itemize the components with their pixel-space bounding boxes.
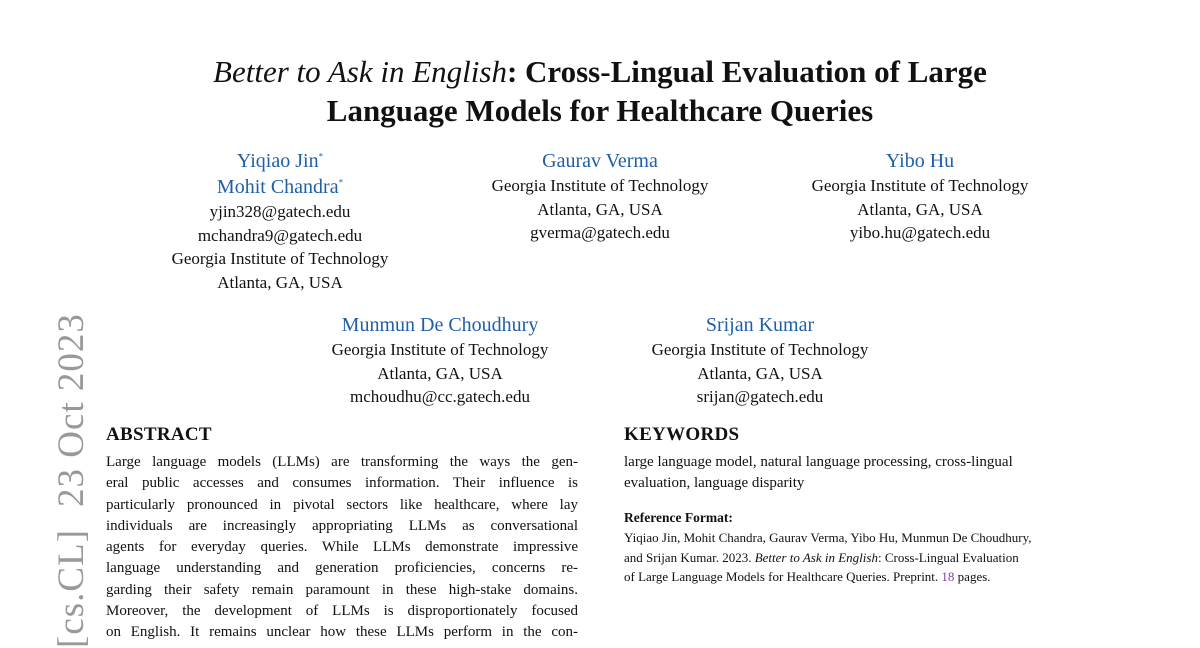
author-block-3 [775, 148, 1065, 245]
reference-line: Yiqiao Jin, Mohit Chandra, Gaurav Verma, Yibo Hu, Munmun De Choudhury, [624, 530, 1032, 545]
arxiv-date: 23 Oct 2023 [51, 313, 92, 507]
author-affiliation: Georgia Institute of Technology [331, 340, 549, 359]
author-affiliation: Georgia Institute of Technology [171, 249, 389, 268]
abstract-line: eral public accesses and consumes information. Their influence is [106, 475, 578, 492]
title-italic-part: Better to Ask in English [213, 54, 507, 89]
author-email: mchoudhu@cc.gatech.edu [350, 387, 530, 406]
keywords-heading: KEYWORDS [624, 424, 740, 445]
author-email: gverma@gatech.edu [530, 223, 670, 242]
abstract-line: agents for everyday queries. While LLMs demonstrate impressive [106, 539, 578, 556]
abstract-line: Large language models (LLMs) are transforming the ways the gen- [106, 454, 578, 470]
author-block-5 [615, 312, 905, 409]
author-email: srijan@gatech.edu [696, 387, 824, 406]
reference-line: of Large Language Models for Healthcare Queries. Preprint. 18 pages. [624, 569, 991, 584]
author-block-4 [295, 312, 585, 409]
reference-italic-title: Better to Ask in English [754, 549, 878, 565]
arxiv-category: [cs.CL] [51, 529, 92, 648]
title-bold-part-2: Language Models for Healthcare Queries [326, 93, 874, 128]
keywords-body [624, 452, 1096, 495]
footnote-mark: * [338, 177, 344, 188]
author-email: yjin328@gatech.edu [209, 202, 351, 221]
keywords-line: evaluation, language disparity [624, 475, 805, 492]
author-email: mchandra9@gatech.edu [197, 225, 363, 245]
reference-format-body [624, 528, 1104, 587]
author-name-gaurav[interactable]: Gaurav Verma [542, 150, 658, 172]
abstract-line: Moreover, the development of LLMs is disproportionately focused [106, 603, 578, 620]
author-name-srijan[interactable]: Srijan Kumar [705, 314, 815, 336]
abstract-line: language understanding and generation proficiencies, concerns re- [106, 560, 578, 577]
abstract-line: individuals are increasingly appropriating LLMs as conversational [106, 517, 578, 534]
author-location: Atlanta, GA, USA [697, 363, 823, 383]
author-location: Atlanta, GA, USA [857, 199, 983, 219]
abstract-body [106, 452, 578, 644]
author-block-2 [455, 148, 745, 245]
author-name-yibo[interactable]: Yibo Hu [885, 150, 955, 172]
author-email: yibo.hu@gatech.edu [849, 223, 991, 242]
footnote-mark: * [318, 151, 324, 162]
abstract-line: on English. It remains unclear how these LLMs perform in the con- [106, 624, 578, 641]
author-affiliation: Georgia Institute of Technology [651, 340, 869, 359]
abstract-line: garding their safety remain paramount in these high-stake domains. [106, 581, 578, 598]
author-location: Atlanta, GA, USA [217, 272, 343, 292]
title-bold-part-1: : Cross-Lingual Evaluation of Large [506, 54, 987, 89]
reference-format-heading: Reference Format: [624, 510, 733, 525]
author-location: Atlanta, GA, USA [537, 199, 663, 219]
author-name-yiqiao[interactable]: Yiqiao Jin* [236, 150, 324, 172]
author-name-munmun[interactable]: Munmun De Choudhury [341, 314, 539, 336]
page-count-link[interactable]: 18 [941, 569, 955, 584]
abstract-heading: ABSTRACT [106, 424, 212, 445]
author-block-1 [140, 148, 420, 294]
author-affiliation: Georgia Institute of Technology [811, 176, 1029, 195]
author-affiliation: Georgia Institute of Technology [491, 176, 709, 195]
reference-line: and Srijan Kumar. 2023. Better to Ask in English: Cross-Lingual Evaluation [624, 549, 1019, 565]
arxiv-stamp [50, 313, 93, 648]
abstract-line: particularly pronounced in pivotal sectors like healthcare, where lay [106, 496, 578, 513]
author-location: Atlanta, GA, USA [377, 363, 503, 383]
keywords-line: large language model, natural language processing, cross-lingual [624, 454, 1013, 470]
author-name-mohit[interactable]: Mohit Chandra* [216, 176, 344, 198]
paper-title [100, 52, 1100, 130]
